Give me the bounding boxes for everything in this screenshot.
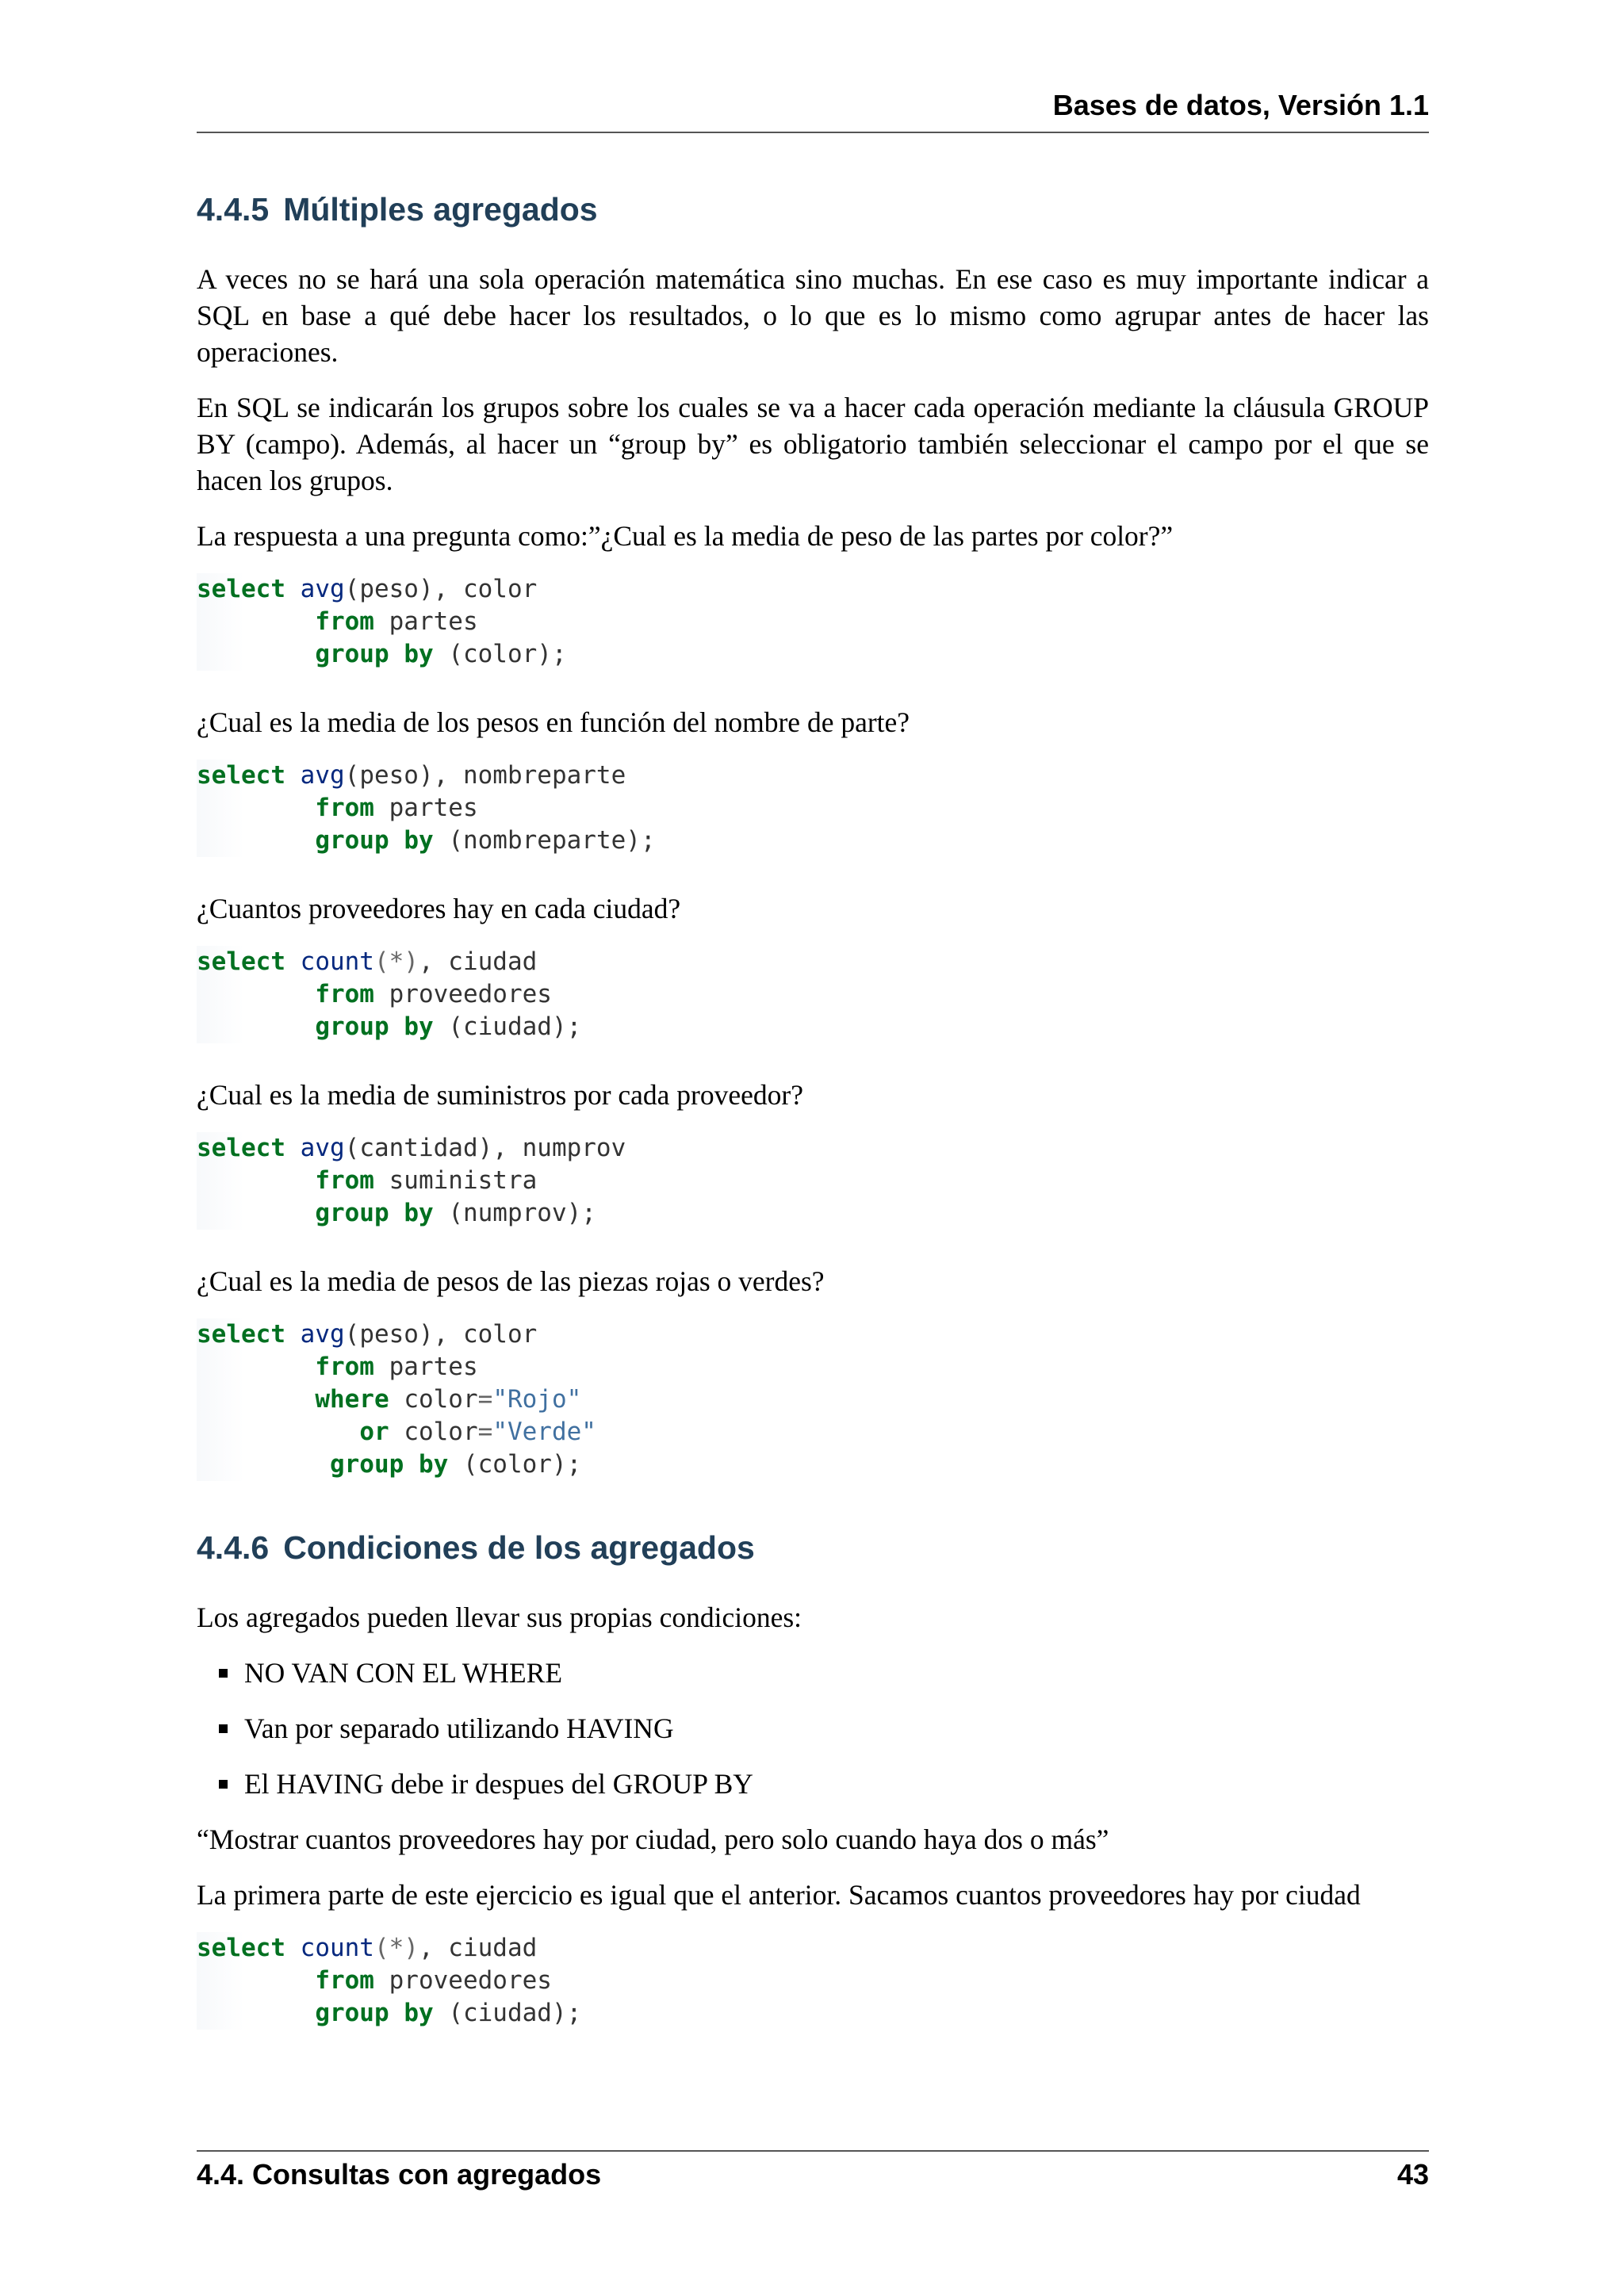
section-title: Múltiples agregados [283, 191, 598, 228]
header-rule [197, 132, 1429, 133]
bullet-icon [219, 1669, 228, 1678]
code-block: select avg(cantidad), numprov from suministra group by (numprov); [197, 1132, 1429, 1230]
document-page [197, 0, 1429, 2296]
section-number: 4.4.5 [197, 191, 270, 228]
section-title: Condiciones de los agregados [283, 1529, 755, 1567]
list-item: NO VAN CON EL WHERE [244, 1655, 1429, 1691]
code-block: select avg(peso), nombreparte from partes group by (nombreparte); [197, 760, 1429, 857]
paragraph: La respuesta a una pregunta como:”¿Cual es la media de peso de las partes por color?” [197, 520, 1174, 553]
section-heading-4-4-6 [197, 1529, 1429, 1567]
section-heading-4-4-5 [197, 190, 1429, 229]
paragraph: En SQL se indicarán los grupos sobre los cuales se va a hacer cada operación mediante la cláusula GROUP BY (campo). Además, al hacer un “group by” es obligatorio también seleccionar el campo por el que se hacen los grupos. [197, 392, 1429, 497]
bullet-icon [219, 1724, 228, 1733]
paragraph: ¿Cual es la media de los pesos en función del nombre de parte? [197, 706, 910, 739]
list-item: Van por separado utilizando HAVING [244, 1710, 1429, 1747]
paragraph: La primera parte de este ejercicio es igual que el anterior. Sacamos cuantos proveedores hay por ciudad [197, 1879, 1361, 1911]
footer-section: 4.4. Consultas con agregados [197, 2158, 602, 2191]
paragraph: Los agregados pueden llevar sus propias condiciones: [197, 1601, 802, 1634]
list-item: El HAVING debe ir despues del GROUP BY [244, 1766, 1429, 1802]
paragraph: ¿Cual es la media de pesos de las piezas rojas o verdes? [197, 1265, 825, 1298]
code-block: select avg(peso), color from partes group by (color); [197, 573, 1429, 671]
code-block: select count(*), ciudad from proveedores group by (ciudad); [197, 946, 1429, 1043]
running-header: Bases de datos, Versión 1.1 [1052, 89, 1429, 121]
code-block: select avg(peso), color from partes where color="Rojo" or color="Verde" group by (color); [197, 1318, 1429, 1481]
paragraph: A veces no se hará una sola operación matemática sino muchas. En ese caso es muy importante indicar a SQL en base a qué debe hacer los resultados, o lo que es lo mismo como agrupar antes de hacer las operaciones. [197, 263, 1429, 369]
code-block: select count(*), ciudad from proveedores group by (ciudad); [197, 1932, 1429, 2030]
page-content [197, 190, 1429, 2063]
page-number: 43 [1396, 2158, 1429, 2191]
running-footer [197, 2158, 1429, 2191]
paragraph: “Mostrar cuantos proveedores hay por ciudad, pero solo cuando haya dos o más” [197, 1823, 1109, 1856]
paragraph: ¿Cual es la media de suministros por cada proveedor? [197, 1079, 803, 1112]
paragraph: ¿Cuantos proveedores hay en cada ciudad? [197, 893, 681, 925]
bullet-icon [219, 1780, 228, 1789]
footer-rule [197, 2150, 1429, 2152]
section-number: 4.4.6 [197, 1529, 270, 1567]
bullet-list [197, 1655, 1429, 1802]
